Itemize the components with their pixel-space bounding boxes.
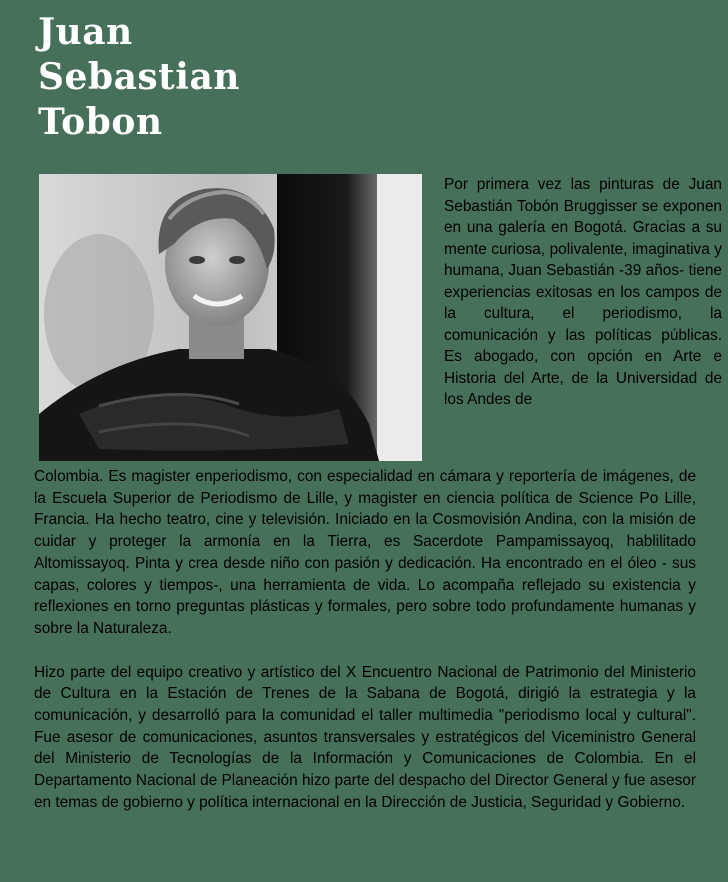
bio-intro-text: Por primera vez las pinturas de Juan Sebastián Tobón Bruggisser se exponen en una galería en Bogotá. Gracias a su mente curiosa, polivalente, imaginativa y humana, Juan Sebastián -39 años- tiene experiencias exitosas en los campos de la cultura, el periodismo, la comunicación y las políticas públicas. Es abogado, con opción en Arte e Historia del Arte, de la Universidad de los Andes de: [444, 176, 722, 408]
portrait-photo: [39, 174, 422, 461]
page-title: [38, 10, 240, 145]
title-line-first-name: Juan: [38, 11, 133, 53]
title-line-last-name: Tobon: [38, 101, 163, 143]
bio-paragraph-career: Hizo parte del equipo creativo y artístico del X Encuentro Nacional de Patrimonio del Ministerio de Cultura en la Estación de Trenes de la Sabana de Bogotá, dirigió la estrategia y la comunicación, y desarrolló para la comunidad el taller multimedia "periodismo local y cultural". Fue asesor de comunicaciones, asuntos transversales y estratégicos del Viceministro General del Ministerio de Tecnologías de la Información y Comunicaciones de Colombia. En el Departamento Nacional de Planeación hizo parte del despacho del Director General y fue asesor en temas de gobierno y política internacional en la Dirección de Justicia, Seguridad y Gobierno.: [34, 663, 696, 811]
bio-body: [34, 466, 696, 814]
title-line-middle-name: Sebastian: [38, 56, 240, 98]
bio-paragraph-education: Colombia. Es magister enperiodismo, con especialidad en cámara y reportería de imágenes, de la Escuela Superior de Periodismo de Lille, y magister en ciencia política de Science Po Lille, Francia. Ha hecho teatro, cine y televisión. Iniciado en la Cosmovisión Andina, con la misión de cuidar y proteger la armonía en la Tierra, es Sacerdote Pampamissayoq, hablilitado Altomissayoq. Pinta y crea desde niño con pasión y dedicación. Ha encontrado en el óleo - sus capas, colores y tiempos-, una herramienta de vida. Lo acompaña reflejado su existencia y reflexiones en torno preguntas plásticas y formales, pero sobre todo profundamente humanas y sobre la Naturaleza.: [34, 468, 696, 637]
